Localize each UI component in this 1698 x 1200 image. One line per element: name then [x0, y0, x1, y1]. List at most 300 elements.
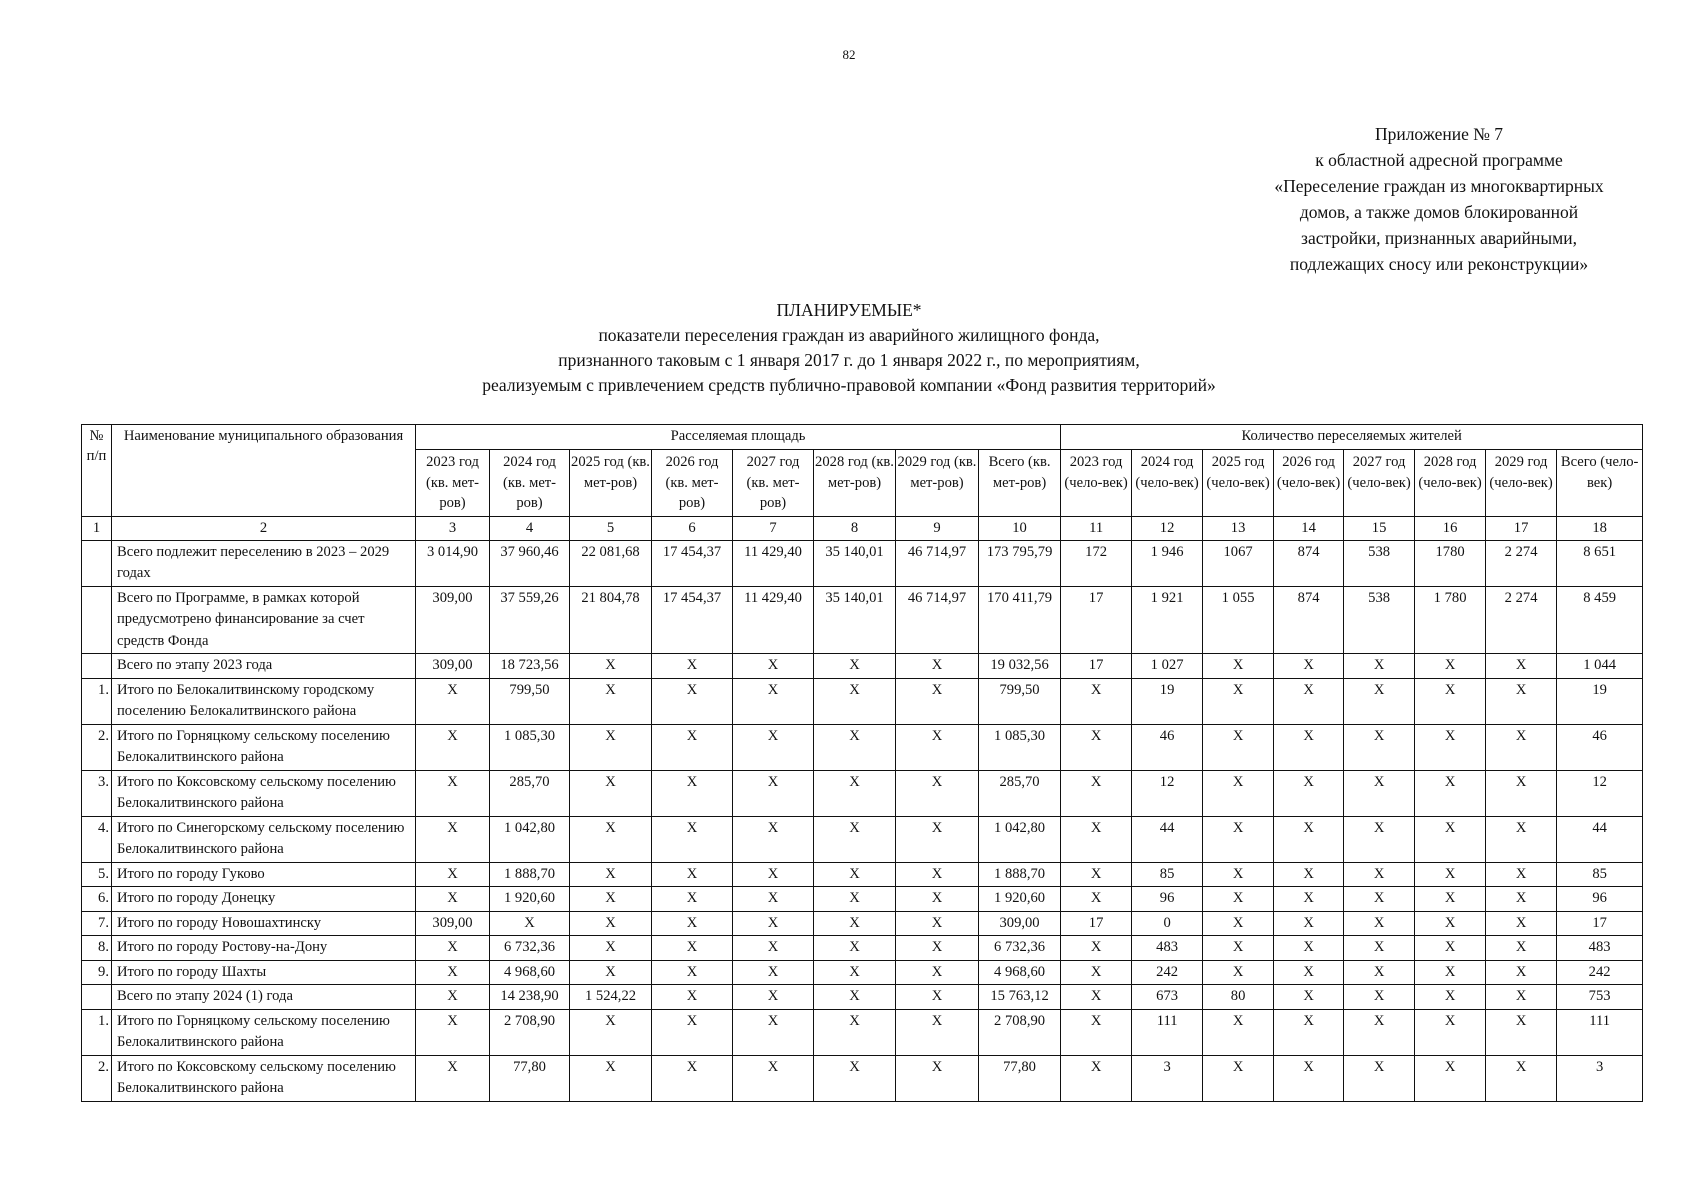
table-cell: Х	[1344, 770, 1415, 816]
table-cell: Х	[1203, 960, 1274, 985]
table-row	[82, 1055, 1643, 1101]
table-cell: 111	[1557, 1009, 1643, 1055]
table-cell: 3 014,90	[416, 540, 490, 586]
table-cell: Х	[733, 654, 814, 679]
table-cell: Х	[1415, 936, 1486, 961]
appendix-line: «Переселение граждан из многоквартирных	[1274, 176, 1604, 196]
table-cell: Х	[1486, 862, 1557, 887]
table-cell: 96	[1132, 887, 1203, 912]
table-cell: Х	[652, 936, 733, 961]
table-cell: 1 946	[1132, 540, 1203, 586]
header-area-col: Всего (кв. мет-ров)	[979, 450, 1061, 517]
table-cell: Х	[896, 960, 979, 985]
table-cell: 1067	[1203, 540, 1274, 586]
table-cell: 1 044	[1557, 654, 1643, 679]
table-cell: Х	[1486, 816, 1557, 862]
column-number: 11	[1061, 516, 1132, 540]
table-cell: 17	[1061, 911, 1132, 936]
table-cell: Х	[570, 770, 652, 816]
table-cell: 0	[1132, 911, 1203, 936]
column-number: 16	[1415, 516, 1486, 540]
row-index: 1.	[82, 678, 112, 724]
table-cell: Х	[652, 960, 733, 985]
table-cell: 44	[1557, 816, 1643, 862]
table-cell: Х	[1274, 678, 1344, 724]
table-cell: Х	[733, 887, 814, 912]
table-cell: Х	[1061, 960, 1132, 985]
table-cell: 285,70	[979, 770, 1061, 816]
table-cell: Х	[652, 816, 733, 862]
table-cell: 4 968,60	[490, 960, 570, 985]
table-cell: Х	[1415, 862, 1486, 887]
table-cell: 17 454,37	[652, 540, 733, 586]
table-cell: Х	[1274, 816, 1344, 862]
title-line: реализуемым с привлечением средств публично-правовой компании «Фонд развития территорий»	[482, 375, 1216, 395]
table-cell: 22 081,68	[570, 540, 652, 586]
table-row	[82, 654, 1643, 679]
row-index: 9.	[82, 960, 112, 985]
table-cell: Х	[416, 960, 490, 985]
table-cell: Х	[733, 936, 814, 961]
header-name: Наименование муниципального образования	[112, 425, 416, 517]
column-number: 7	[733, 516, 814, 540]
table-cell: Х	[1203, 724, 1274, 770]
table-cell: 15 763,12	[979, 985, 1061, 1010]
table-cell: Х	[1486, 654, 1557, 679]
table-cell: Х	[1344, 654, 1415, 679]
title-line: признанного таковым с 1 января 2017 г. до 1 января 2022 г., по мероприятиям,	[558, 350, 1140, 370]
appendix-line: домов, а также домов блокированной	[1299, 202, 1579, 222]
table-cell: Х	[416, 724, 490, 770]
column-number: 10	[979, 516, 1061, 540]
table-cell: Х	[814, 911, 896, 936]
table-cell: 46 714,97	[896, 540, 979, 586]
table-cell: 8 459	[1557, 586, 1643, 654]
table-cell: Х	[1061, 1055, 1132, 1101]
table-cell: Х	[416, 862, 490, 887]
table-cell: 19	[1132, 678, 1203, 724]
table-cell: Х	[1203, 1055, 1274, 1101]
row-index	[82, 586, 112, 654]
table-cell: Х	[1203, 770, 1274, 816]
column-number: 9	[896, 516, 979, 540]
table-cell: 874	[1274, 540, 1344, 586]
appendix-line: подлежащих сносу или реконструкции»	[1289, 254, 1589, 274]
table-cell: Х	[1274, 1055, 1344, 1101]
table-cell: Х	[1061, 770, 1132, 816]
table-cell: Х	[1415, 654, 1486, 679]
header-people-col: 2028 год (чело-век)	[1415, 450, 1486, 517]
table-cell: Х	[896, 816, 979, 862]
column-number: 8	[814, 516, 896, 540]
row-name: Всего по Программе, в рамках которой предусмотрено финансирование за счет средств Фонда	[112, 586, 416, 654]
table-cell: 242	[1557, 960, 1643, 985]
table-cell: Х	[1061, 678, 1132, 724]
column-number: 3	[416, 516, 490, 540]
table-cell: 96	[1557, 887, 1643, 912]
row-name: Итого по Синегорскому сельскому поселению Белокалитвинского района	[112, 816, 416, 862]
table-cell: Х	[652, 678, 733, 724]
row-index: 1.	[82, 1009, 112, 1055]
table-cell: Х	[733, 911, 814, 936]
header-area-col: 2023 год (кв. мет-ров)	[416, 450, 490, 517]
table-row	[82, 911, 1643, 936]
table-cell: Х	[1203, 678, 1274, 724]
table-cell: Х	[814, 936, 896, 961]
table-cell: 17	[1557, 911, 1643, 936]
table-cell: Х	[1344, 678, 1415, 724]
table-row	[82, 936, 1643, 961]
row-index: 7.	[82, 911, 112, 936]
header-people-group: Количество переселяемых жителей	[1061, 425, 1643, 450]
table-cell: 44	[1132, 816, 1203, 862]
header-area-group: Расселяемая площадь	[416, 425, 1061, 450]
table-cell: 8 651	[1557, 540, 1643, 586]
title-line: показатели переселения граждан из аварийного жилищного фонда,	[598, 325, 1100, 345]
table-cell: 483	[1132, 936, 1203, 961]
table-row	[82, 985, 1643, 1010]
table-row	[82, 724, 1643, 770]
table-cell: 538	[1344, 540, 1415, 586]
table-cell: Х	[1344, 960, 1415, 985]
row-name: Итого по Белокалитвинскому городскому поселению Белокалитвинского района	[112, 678, 416, 724]
table-cell: 17	[1061, 654, 1132, 679]
table-cell: Х	[896, 862, 979, 887]
table-cell: Х	[1274, 960, 1344, 985]
table-cell: Х	[733, 678, 814, 724]
table-cell: Х	[814, 678, 896, 724]
table-cell: Х	[814, 1009, 896, 1055]
table-cell: Х	[1061, 816, 1132, 862]
table-cell: Х	[652, 770, 733, 816]
table-cell: Х	[1486, 770, 1557, 816]
table-cell: Х	[570, 678, 652, 724]
table-cell: Х	[570, 654, 652, 679]
appendix-note	[1229, 121, 1649, 277]
table-cell: 18 723,56	[490, 654, 570, 679]
table-cell: Х	[1486, 678, 1557, 724]
table-cell: Х	[1344, 1055, 1415, 1101]
row-name: Всего по этапу 2023 года	[112, 654, 416, 679]
table-cell: Х	[1415, 724, 1486, 770]
table-cell: Х	[814, 724, 896, 770]
table-cell: Х	[896, 678, 979, 724]
row-index	[82, 654, 112, 679]
table-cell: 799,50	[490, 678, 570, 724]
header-people-col: 2026 год (чело-век)	[1274, 450, 1344, 517]
appendix-line: Приложение № 7	[1374, 124, 1504, 144]
table-cell: Х	[416, 770, 490, 816]
table-cell: 46	[1132, 724, 1203, 770]
table-cell: 1 042,80	[490, 816, 570, 862]
table-cell: 1 524,22	[570, 985, 652, 1010]
header-area-col: 2029 год (кв. мет-ров)	[896, 450, 979, 517]
table-cell: Х	[1486, 911, 1557, 936]
table-cell: Х	[896, 770, 979, 816]
row-name: Итого по Коксовскому сельскому поселению Белокалитвинского района	[112, 1055, 416, 1101]
table-cell: 1780	[1415, 540, 1486, 586]
table-cell: 77,80	[490, 1055, 570, 1101]
table-cell: Х	[1344, 887, 1415, 912]
table-cell: 1 888,70	[490, 862, 570, 887]
table-cell: Х	[1344, 816, 1415, 862]
table-cell: Х	[652, 1009, 733, 1055]
table-cell: Х	[896, 724, 979, 770]
table-cell: Х	[1203, 887, 1274, 912]
table-cell: Х	[1486, 985, 1557, 1010]
table-cell: Х	[1061, 985, 1132, 1010]
table-cell: Х	[1274, 770, 1344, 816]
row-name: Итого по Горняцкому сельскому поселению Белокалитвинского района	[112, 1009, 416, 1055]
table-cell: Х	[733, 985, 814, 1010]
table-cell: Х	[733, 816, 814, 862]
table-cell: 35 140,01	[814, 586, 896, 654]
table-cell: 1 085,30	[490, 724, 570, 770]
table-cell: Х	[896, 1055, 979, 1101]
table-row	[82, 1009, 1643, 1055]
table-cell: Х	[733, 862, 814, 887]
title-line: ПЛАНИРУЕМЫЕ*	[776, 300, 922, 320]
header-area-col: 2028 год (кв. мет-ров)	[814, 450, 896, 517]
table-cell: Х	[416, 1055, 490, 1101]
table-cell: Х	[570, 960, 652, 985]
table-cell: Х	[1061, 1009, 1132, 1055]
table-cell: 1 042,80	[979, 816, 1061, 862]
table-cell: Х	[1415, 770, 1486, 816]
header-people-col: 2024 год (чело-век)	[1132, 450, 1203, 517]
table-cell: Х	[652, 1055, 733, 1101]
table-cell: Х	[814, 654, 896, 679]
table-cell: Х	[1415, 960, 1486, 985]
row-name: Всего подлежит переселению в 2023 – 2029 годах	[112, 540, 416, 586]
table-cell: Х	[652, 985, 733, 1010]
row-name: Итого по городу Гуково	[112, 862, 416, 887]
table-cell: Х	[1274, 936, 1344, 961]
table-cell: 309,00	[979, 911, 1061, 936]
row-name: Итого по Коксовскому сельскому поселению Белокалитвинского района	[112, 770, 416, 816]
table-cell: 538	[1344, 586, 1415, 654]
document-title	[0, 298, 1698, 398]
table-cell: Х	[1344, 1009, 1415, 1055]
table-cell: Х	[733, 1009, 814, 1055]
table-cell: 12	[1132, 770, 1203, 816]
table-cell: 46	[1557, 724, 1643, 770]
table-cell: 19 032,56	[979, 654, 1061, 679]
table-cell: Х	[814, 985, 896, 1010]
header-area-col: 2025 год (кв. мет-ров)	[570, 450, 652, 517]
table-cell: Х	[1274, 985, 1344, 1010]
table-cell: Х	[1203, 862, 1274, 887]
table-cell: Х	[1274, 724, 1344, 770]
table-cell: Х	[1344, 724, 1415, 770]
table-cell: 2 708,90	[979, 1009, 1061, 1055]
table-cell: Х	[1415, 911, 1486, 936]
table-row	[82, 540, 1643, 586]
column-number: 18	[1557, 516, 1643, 540]
table-cell: 1 888,70	[979, 862, 1061, 887]
column-number: 13	[1203, 516, 1274, 540]
table-cell: 1 780	[1415, 586, 1486, 654]
header-row-groups	[82, 425, 1643, 450]
table-cell: Х	[733, 770, 814, 816]
table-cell: Х	[896, 1009, 979, 1055]
column-number: 12	[1132, 516, 1203, 540]
page-number: 82	[842, 47, 856, 62]
table-cell: 85	[1557, 862, 1643, 887]
table-cell: Х	[896, 936, 979, 961]
table-cell: Х	[416, 1009, 490, 1055]
table-cell: Х	[814, 770, 896, 816]
table-cell: Х	[1486, 887, 1557, 912]
table-cell: Х	[416, 678, 490, 724]
column-number: 2	[112, 516, 416, 540]
table-cell: 173 795,79	[979, 540, 1061, 586]
row-index	[82, 985, 112, 1010]
table-cell: 11 429,40	[733, 540, 814, 586]
table-cell: Х	[1274, 911, 1344, 936]
table-cell: Х	[570, 887, 652, 912]
header-people-col: 2029 год (чело-век)	[1486, 450, 1557, 517]
table-cell: 2 708,90	[490, 1009, 570, 1055]
row-index: 4.	[82, 816, 112, 862]
table-cell: 17	[1061, 586, 1132, 654]
table-cell: 6 732,36	[490, 936, 570, 961]
table-cell: 483	[1557, 936, 1643, 961]
table-cell: 2 274	[1486, 586, 1557, 654]
table-cell: Х	[1415, 678, 1486, 724]
table-cell: 17 454,37	[652, 586, 733, 654]
column-number: 6	[652, 516, 733, 540]
table-cell: Х	[652, 862, 733, 887]
header-people-col: 2025 год (чело-век)	[1203, 450, 1274, 517]
table-cell: Х	[416, 816, 490, 862]
table-row	[82, 816, 1643, 862]
table-cell: 3	[1557, 1055, 1643, 1101]
table-cell: Х	[570, 1009, 652, 1055]
header-people-col: 2023 год (чело-век)	[1061, 450, 1132, 517]
table-cell: 1 920,60	[490, 887, 570, 912]
table-cell: Х	[652, 911, 733, 936]
table-cell: 111	[1132, 1009, 1203, 1055]
table-cell: 35 140,01	[814, 540, 896, 586]
table-cell: 242	[1132, 960, 1203, 985]
table-cell: Х	[1061, 724, 1132, 770]
column-number: 14	[1274, 516, 1344, 540]
table-cell: Х	[896, 985, 979, 1010]
table-cell: Х	[814, 960, 896, 985]
table-cell: Х	[416, 985, 490, 1010]
table-cell: Х	[570, 911, 652, 936]
header-people-col: Всего (чело-век)	[1557, 450, 1643, 517]
table-cell: Х	[814, 862, 896, 887]
resettlement-table	[81, 424, 1643, 1102]
row-index: 5.	[82, 862, 112, 887]
row-name: Итого по городу Шахты	[112, 960, 416, 985]
table-cell: Х	[1415, 1009, 1486, 1055]
table-cell: 309,00	[416, 586, 490, 654]
table-cell: 309,00	[416, 911, 490, 936]
table-cell: 4 968,60	[979, 960, 1061, 985]
table-cell: Х	[1344, 985, 1415, 1010]
row-index: 8.	[82, 936, 112, 961]
table-cell: 285,70	[490, 770, 570, 816]
row-index: 2.	[82, 724, 112, 770]
table-cell: 37 960,46	[490, 540, 570, 586]
row-name: Итого по городу Донецку	[112, 887, 416, 912]
table-cell: Х	[1274, 654, 1344, 679]
table-cell: 2 274	[1486, 540, 1557, 586]
table-cell: 3	[1132, 1055, 1203, 1101]
table-cell: 170 411,79	[979, 586, 1061, 654]
table-cell: Х	[652, 724, 733, 770]
table-cell: Х	[896, 911, 979, 936]
table-cell: 19	[1557, 678, 1643, 724]
table-cell: 172	[1061, 540, 1132, 586]
table-cell: Х	[416, 936, 490, 961]
table-cell: Х	[1203, 936, 1274, 961]
row-index: 2.	[82, 1055, 112, 1101]
table-cell: 753	[1557, 985, 1643, 1010]
table-cell: Х	[1486, 724, 1557, 770]
table-cell: Х	[1274, 887, 1344, 912]
header-people-col: 2027 год (чело-век)	[1344, 450, 1415, 517]
table-cell: Х	[733, 960, 814, 985]
table-cell: Х	[1486, 960, 1557, 985]
row-index: 3.	[82, 770, 112, 816]
table-cell: Х	[814, 1055, 896, 1101]
table-cell: 1 085,30	[979, 724, 1061, 770]
row-name: Итого по городу Ростову-на-Дону	[112, 936, 416, 961]
table-cell: Х	[1415, 887, 1486, 912]
table-cell: Х	[896, 887, 979, 912]
table-cell: Х	[490, 911, 570, 936]
table-cell: 1 027	[1132, 654, 1203, 679]
header-area-col: 2026 год (кв. мет-ров)	[652, 450, 733, 517]
table-cell: Х	[570, 862, 652, 887]
table-cell: Х	[1061, 862, 1132, 887]
table-cell: 11 429,40	[733, 586, 814, 654]
appendix-line: застройки, признанных аварийными,	[1301, 228, 1577, 248]
table-cell: Х	[416, 887, 490, 912]
table-cell: Х	[652, 654, 733, 679]
table-cell: 799,50	[979, 678, 1061, 724]
header-num: № п/п	[82, 425, 112, 517]
table-cell: Х	[1486, 1009, 1557, 1055]
row-name: Итого по Горняцкому сельскому поселению Белокалитвинского района	[112, 724, 416, 770]
table-cell: Х	[896, 654, 979, 679]
table-cell: Х	[1203, 816, 1274, 862]
table-cell: Х	[1415, 1055, 1486, 1101]
table-cell: Х	[814, 887, 896, 912]
table-cell: Х	[1061, 936, 1132, 961]
table-cell: Х	[652, 887, 733, 912]
table-cell: Х	[570, 724, 652, 770]
table-cell: Х	[1344, 936, 1415, 961]
header-row-numbers	[82, 516, 1643, 540]
table-cell: Х	[733, 1055, 814, 1101]
row-name: Итого по городу Новошахтинску	[112, 911, 416, 936]
column-number: 5	[570, 516, 652, 540]
table-cell: 85	[1132, 862, 1203, 887]
table-cell: 6 732,36	[979, 936, 1061, 961]
table-cell: 46 714,97	[896, 586, 979, 654]
table-cell: Х	[1274, 1009, 1344, 1055]
table-cell: 1 055	[1203, 586, 1274, 654]
table-cell: Х	[1415, 985, 1486, 1010]
table-cell: Х	[1203, 1009, 1274, 1055]
table-cell: 37 559,26	[490, 586, 570, 654]
column-number: 15	[1344, 516, 1415, 540]
